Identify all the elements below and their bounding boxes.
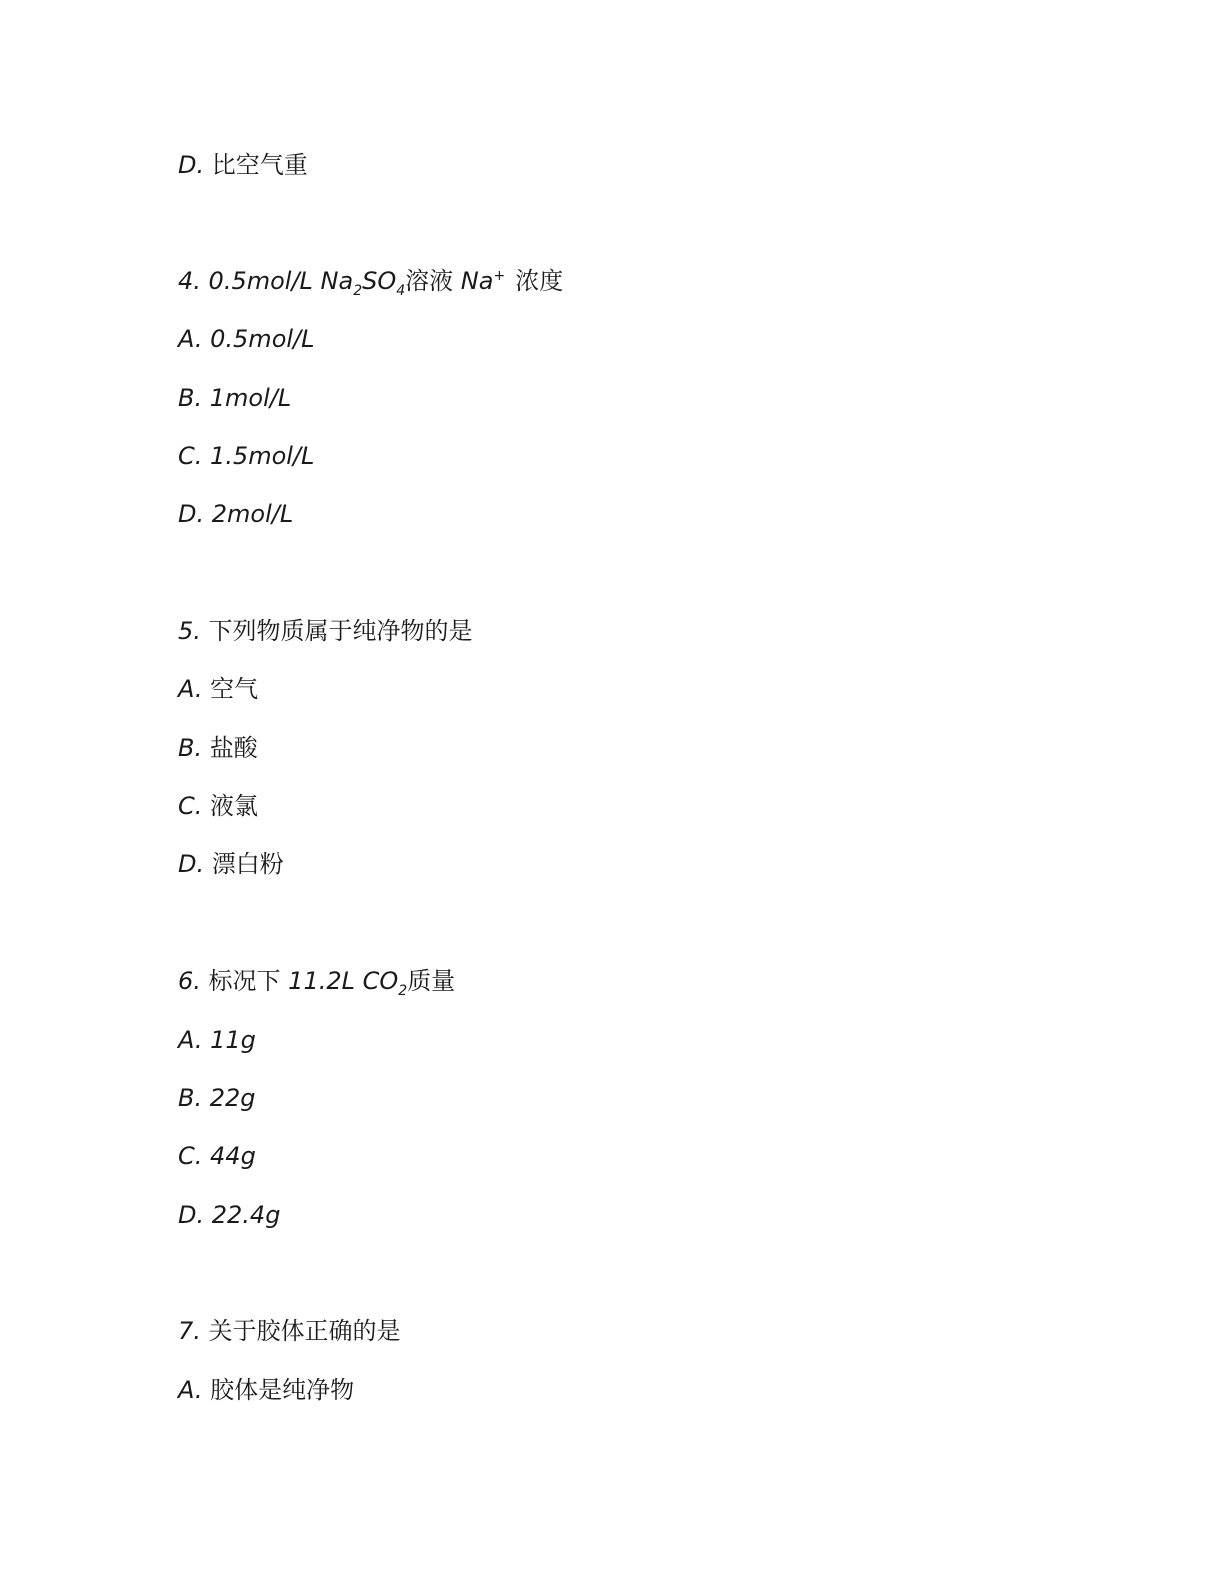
question-4-stem [178, 266, 564, 299]
option-label: B. [178, 1084, 203, 1112]
question-number: 4. [178, 267, 201, 295]
question-6-option-a [178, 1025, 256, 1055]
option-label: D. [178, 500, 205, 528]
option-label: B. [178, 734, 203, 762]
question-number: 5. [178, 617, 201, 645]
option-text: 22.4g [211, 1201, 281, 1229]
option-label: A. [178, 1026, 203, 1054]
stem-part: 标况下 [208, 967, 281, 995]
option-text: 胶体是纯净物 [210, 1376, 355, 1404]
question-5-option-a [178, 674, 258, 704]
option-text: 漂白粉 [211, 850, 284, 878]
question-6-option-c [178, 1141, 256, 1171]
option-text: 空气 [210, 675, 259, 703]
question-5-option-b [178, 733, 258, 763]
option-label: A. [178, 1376, 203, 1404]
option-label: A. [178, 325, 203, 353]
option-text: 盐酸 [209, 734, 258, 762]
question-number: 7. [178, 1317, 201, 1345]
option-label: C. [178, 792, 203, 820]
superscript: + [493, 268, 506, 284]
subscript: 4 [396, 282, 406, 299]
question-7-option-a [178, 1375, 354, 1405]
option-text: 1mol/L [209, 384, 292, 412]
option-label: D. [178, 850, 205, 878]
option-text: 2mol/L [211, 500, 294, 528]
option-text: 比空气重 [211, 151, 308, 179]
stem-text: 关于胶体正确的是 [208, 1317, 401, 1345]
option-text: 液氯 [210, 792, 259, 820]
option-label: D. [178, 1201, 205, 1229]
question-4-option-d [178, 499, 293, 529]
option-text: 1.5mol/L [210, 442, 315, 470]
stem-text: 下列物质属于纯净物的是 [208, 617, 473, 645]
question-5-option-d [178, 849, 284, 879]
option-text: 22g [209, 1084, 256, 1112]
option-label: C. [178, 442, 203, 470]
question-4-option-b [178, 383, 291, 413]
question-6-option-b [178, 1083, 256, 1113]
stem-part: 11.2L CO [280, 967, 399, 995]
question-4-option-c [178, 441, 314, 471]
option-label: D. [178, 151, 205, 179]
option-text: 44g [210, 1142, 256, 1170]
option-text: 0.5mol/L [210, 325, 315, 353]
question-6-stem [178, 966, 456, 999]
stem-part: 浓度 [515, 267, 564, 295]
option-label: C. [178, 1142, 203, 1170]
stem-part: 0.5mol/L Na [208, 267, 354, 295]
option-label: A. [178, 675, 203, 703]
stem-part: Na [453, 267, 494, 295]
question-5-stem [178, 616, 473, 646]
subscript: 2 [353, 282, 363, 299]
question-4-option-a [178, 324, 315, 354]
question-3-option-d [178, 150, 308, 180]
option-label: B. [178, 384, 203, 412]
subscript: 2 [398, 982, 408, 999]
question-6-option-d [178, 1200, 280, 1230]
question-number: 6. [178, 967, 201, 995]
question-7-stem [178, 1316, 401, 1346]
option-text: 11g [210, 1026, 256, 1054]
question-5-option-c [178, 791, 258, 821]
stem-part: SO [362, 267, 397, 295]
stem-part: 质量 [407, 967, 456, 995]
stem-part: 溶液 [405, 267, 454, 295]
